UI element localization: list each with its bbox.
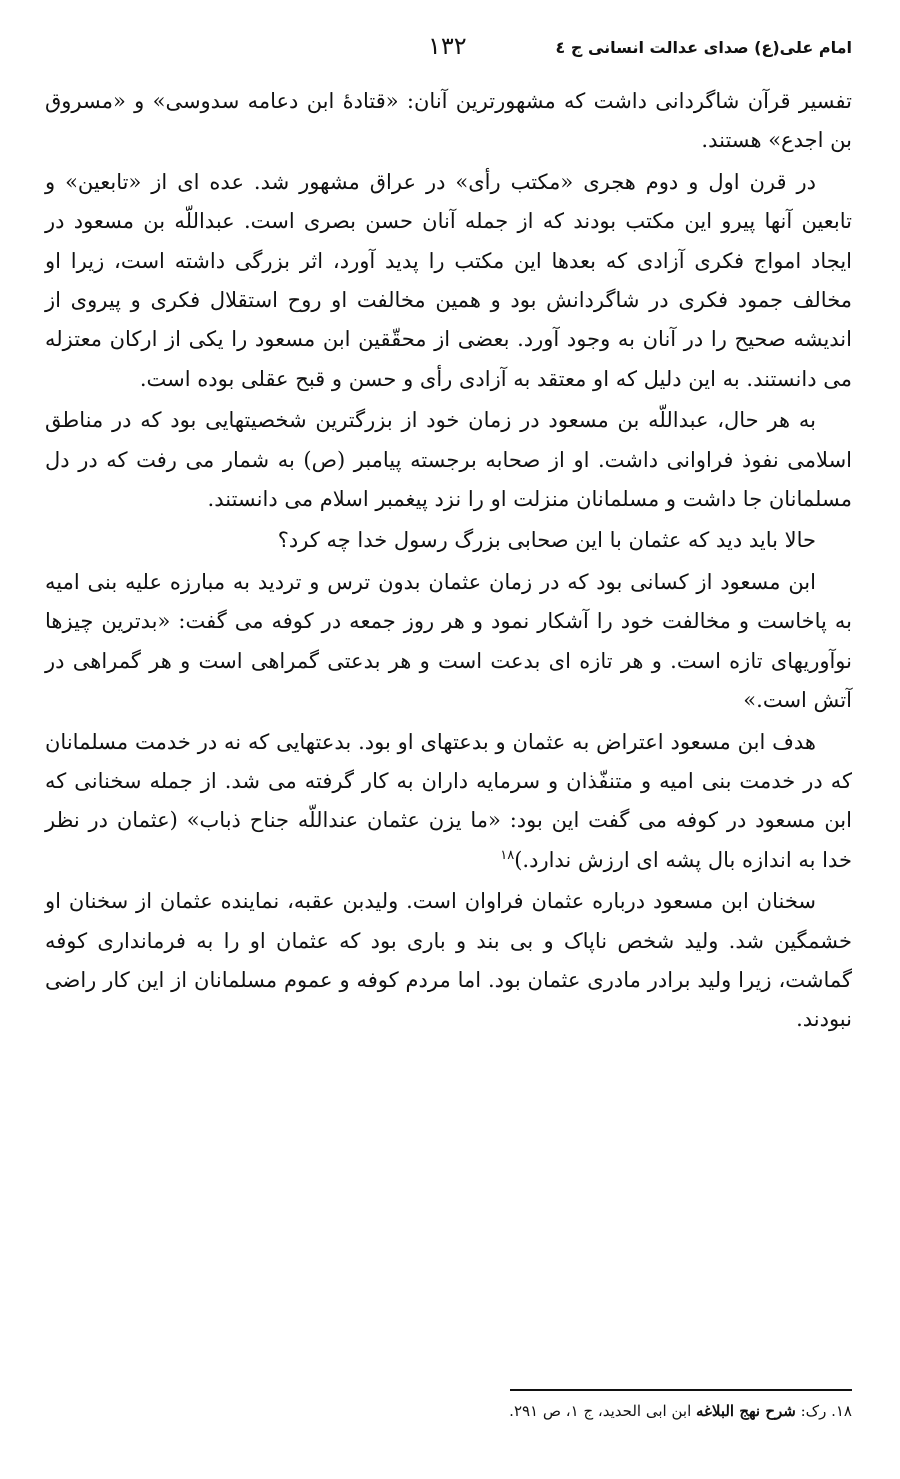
paragraph: سخنان ابن مسعود درباره عثمان فراوان است. ولیدبن عقبه، نماینده عثمان از سخنان او خشمگین شد. ولید شخص ناپاک و بی بند و باری بود که عثمان او را به فرمانداری کوفه گماشت، زیرا ولید برادر مادری عثمان بود. اما مردم کوفه و عموم مسلمانان از این کار راضی نبودند.: [45, 889, 852, 1032]
footnote: [509, 1402, 852, 1420]
page-header: [48, 32, 852, 72]
paragraph-text: هدف ابن مسعود اعتراض به عثمان و بدعتهای او بود. بدعتهایی که نه در خدمت مسلمانان که در خدمت بنی امیه و متنفّذان و سرمایه داران به کار گرفته می شد. از جمله سخنانی که ابن مسعود در کوفه می گفت این بود: «ما یزن عثمان عنداللّه جناح ذباب» (عثمان در نظر خدا به اندازه بال پشه ای ارزش ندارد.): [45, 729, 852, 872]
footnote-divider: [510, 1389, 852, 1391]
paragraph: [45, 723, 852, 881]
page-number: ۱۳۲: [428, 32, 467, 60]
body-text: [45, 82, 852, 1042]
paragraph: ابن مسعود از کسانی بود که در زمان عثمان بدون ترس و تردید به مبارزه علیه بنی امیه به پاخاست و مخالفت خود را آشکار نمود و هر روز جمعه در کوفه می گفت: «بدترین چیزها نوآوریهای تازه است. و هر تازه ای بدعت است و هر بدعتی گمراهی است و هر گمراهی در آتش است.»: [45, 569, 853, 713]
footnote-citation: ابن ابی الحدید، ج ۱، ص ۲۹۱.: [509, 1402, 696, 1420]
paragraph: تفسیر قرآن شاگردانی داشت که مشهورترین آنان: «قتادۀ ابن دعامه سدوسی» و «مسروق بن اجدع» هستند.: [45, 89, 852, 153]
running-title: امام علی(ع) صدای عدالت انسانی ج ٤: [555, 38, 852, 57]
paragraph: به هر حال، عبداللّه بن مسعود در زمان خود از بزرگترین شخصیتهایی بود که در مناطق اسلامی نفوذ فراوانی داشت. او از صحابه برجسته پیامبر (ص) به شمار می رفت که در دل مسلمانان جا داشت و مسلمانان منزلت او را نزد پیغمبر اسلام می دانستند.: [45, 408, 852, 512]
footnote-source: شرح نهج البلاغه: [696, 1402, 796, 1420]
paragraph: در قرن اول و دوم هجری «مکتب رأی» در عراق مشهور شد. عده ای از «تابعین» و تابعین آنها پیرو این مکتب بودند که از جمله آنان حسن بصری است. عبداللّه بن مسعود در ایجاد امواج فکری آزادی که بعدها این مکتب را پدید آورد، اثر بزرگی داشته است، زیرا او مخالف جمود فکری در شاگردانش بود و همین مخالفت او روح استقلال فکری و پیروی از اندیشه صحیح را در آنان به وجود آورد. بعضی از محقّقین ابن مسعود را یکی از ارکان معتزله می دانستند. به این دلیل که او معتقد به آزادی رأی و حسن و قبح عقلی بوده است.: [45, 169, 852, 391]
footnote-prefix: ۱۸. رک:: [795, 1402, 852, 1420]
paragraph: حالا باید دید که عثمان با این صحابی بزرگ رسول خدا چه کرد؟: [277, 528, 816, 553]
footnote-reference[interactable]: ۱۸: [500, 847, 515, 863]
